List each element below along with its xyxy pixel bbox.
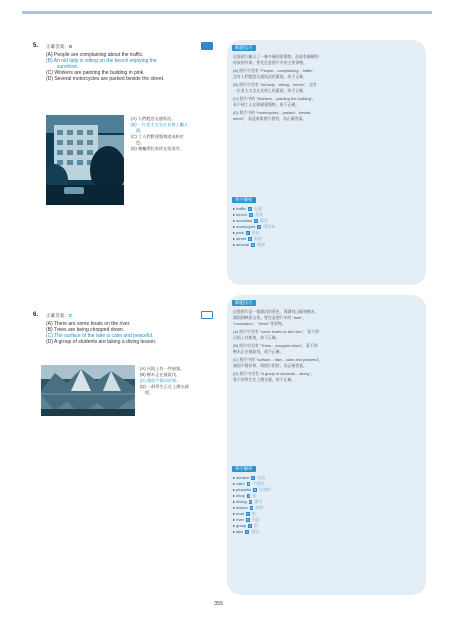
q5-translation-b: (B) 一位老太太坐在長椅上曬太	[131, 122, 188, 127]
question-6-number: 6.	[33, 312, 39, 318]
vocab-item: ▸ group n 群	[233, 523, 259, 528]
vocab-item: ▸ river n 河流	[233, 517, 260, 522]
vocab-item: ▸ diving n 潛水	[233, 499, 263, 504]
vocab-item: ▸ sunshine n 陽光	[233, 218, 268, 223]
q6-explanation-line: 這張照片是一個湖泊的景色，周圍有山脈和樹木，	[233, 309, 319, 314]
q5-option-c: (C) Workers are painting the building in pink.	[46, 70, 145, 76]
q6-option-a: (A) There are some boats on the river.	[46, 321, 131, 327]
q5-translation-a: (A) 人們抱怨交通狀況。	[131, 116, 176, 121]
q5-explanation-line: 沒有人們抱怨交通狀況的畫面，故不正確。	[233, 74, 307, 79]
q6-explanation-line: (B) 照片中沒有 "Trees... chopped down"，看不到	[233, 343, 318, 348]
vocab-item: ▸ several a 幾個	[233, 242, 265, 247]
q5-translation-c-cont: 色。	[136, 140, 145, 145]
q5-translation-b-cont: 陽。	[136, 128, 145, 133]
q6-explanation-line: "mountains"、"trees" 等事物。	[233, 321, 286, 326]
question-5-number: 5.	[33, 43, 39, 49]
q5-explanation-line: 停放的汽車。要先注意照片中的主要事物。	[233, 60, 307, 65]
page-number: 355	[214, 601, 224, 607]
q6-explanation-line: 樹木正在被砍伐，故不正確。	[233, 349, 284, 354]
q6-translation-a: (A) 河面上有一些船隻。	[140, 366, 185, 371]
q5-option-a: (A) People are complaining about the traffic.	[46, 52, 144, 58]
q6-option-c: (C) The surface of the lake is calm and peaceful.	[46, 333, 154, 339]
q5-explanation-panel	[227, 40, 426, 285]
q6-translation-b: (B) 樹木正在被砍伐。	[140, 372, 181, 377]
q5-vocab-title: 單字解析	[232, 197, 256, 203]
q5-explanation-line: 一位老太太坐在長椅上的畫面，故不正確。	[233, 88, 307, 93]
q5-explanation-line: (D) 照片中的 "motorcycles... parked... beside...	[233, 110, 314, 115]
q5-option-b: (B) An old lady is sitting on the bench enjoying the	[46, 58, 157, 64]
q5-explanation-line: street"，看起來與照片相符，為正確答案。	[233, 116, 307, 121]
q6-explanation-line: (A) 照片中沒有 "some boats on the river"，看不到	[233, 329, 319, 334]
q5-translation-c: (C) 工人們將建築物漆成粉紅	[131, 134, 185, 139]
q6-option-b: (B) Trees are being chopped down.	[46, 327, 125, 333]
vocab-item: ▸ motorcycle n 摩托車	[233, 224, 276, 229]
q6-explanation-line: (C) 照片中的 "surface... lake... calm and peaceful"，	[233, 357, 323, 362]
vocab-item: ▸ street n 街道	[233, 236, 262, 241]
question-6-answer: 正確答案：C	[46, 313, 73, 318]
photo-question-icon	[201, 311, 213, 319]
vocab-item: ▸ bench n 長椅	[233, 212, 263, 217]
q6-translation-c: (C) 湖面平靜而祥和。	[140, 378, 181, 383]
q5-option-b-cont: sunshine.	[57, 64, 79, 70]
q6-explanation-panel	[227, 295, 426, 595]
q6-explanation-line: 湖面平靜祥和，與照片相符，為正確答案。	[233, 363, 307, 368]
vocab-item: ▸ peaceful a 祥和的	[233, 487, 272, 492]
vocab-item: ▸ lake n 湖泊	[233, 529, 260, 534]
q5-explanation-line: (A) 照片中沒有 "People... complaining... traffic"，	[233, 68, 318, 73]
top-rule	[22, 11, 432, 14]
q5-explanation-line: (B) 照片中沒有 "old lady... sitting... bench"，沒有	[233, 82, 317, 87]
q6-translation-d-cont: 程。	[145, 390, 154, 395]
q6-explanation-line: 河面上有船隻，故不正確。	[233, 335, 280, 340]
q5-building-photo	[46, 115, 124, 205]
q6-explanation-line: (D) 照片中沒有 "A group of students... diving"，	[233, 371, 315, 376]
q6-vocab-title: 單字解析	[232, 466, 256, 472]
vocab-item: ▸ surface n 表面	[233, 475, 266, 480]
vocab-item: ▸ lesson n 課程	[233, 505, 264, 510]
q5-option-d: (D) Several motorcycles are parked beside the street.	[46, 76, 165, 82]
q6-translation-d: (D) 一群學生正在上潛水課	[140, 384, 189, 389]
q6-explanation-line: 看不到學生在上潛水課，故不正確。	[233, 377, 296, 382]
q5-explanation-line: 這張照片顯示了一棟多層的建築物，前面有綠樹和	[233, 54, 319, 59]
vocab-item: ▸ calm a 平靜的	[233, 481, 265, 486]
vocab-item: ▸ park v 停放	[233, 230, 260, 235]
vocab-item: ▸ boat n 船	[233, 511, 256, 516]
q5-explanation-line: (C) 照片中的 "Workers... painting the building"，	[233, 96, 317, 101]
photo-question-icon	[201, 42, 213, 50]
q5-explanation-title: 解題技巧	[232, 45, 256, 51]
q5-explanation-line: 看不到工人在粉刷建築物，故不正確。	[233, 102, 300, 107]
vocab-item: ▸ chop v 砍	[233, 493, 257, 498]
q6-explanation-line: 湖面倒映著山景。要注意照片中的 "lake"、	[233, 315, 307, 320]
q6-lake-photo	[41, 365, 135, 416]
q6-option-d: (D) A group of students are taking a diving lesson.	[46, 339, 157, 345]
vocab-item: ▸ traffic n 交通	[233, 206, 262, 211]
q5-translation-d: (D) 幾輛摩托車停在街道旁。	[131, 146, 185, 151]
q6-explanation-title: 解題技巧	[232, 300, 256, 306]
question-5-answer: 正確答案：B	[46, 44, 73, 49]
